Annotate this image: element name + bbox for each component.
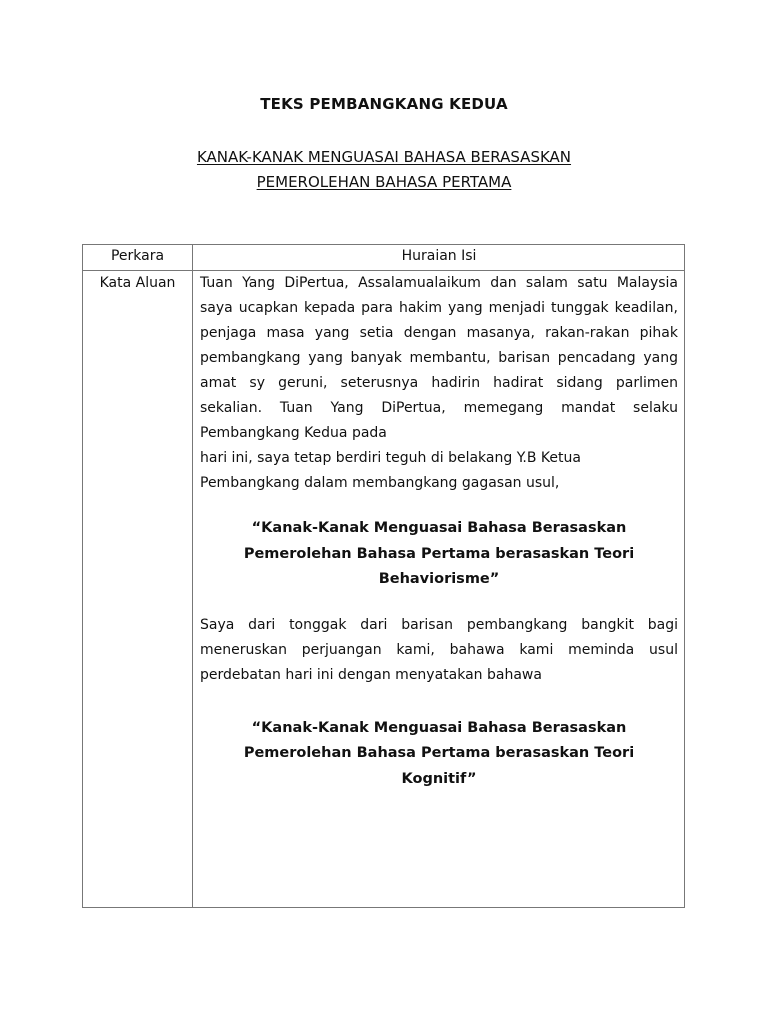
- document-subtitle-line-2: [0, 170, 768, 194]
- opening-paragraph: Tuan Yang DiPertua, Assalamualaikum dan salam satu Malaysia saya ucapkan kepada para hakim yang menjadi tunggak keadilan, penjaga masa yang setia dengan masanya, rakan-rakan pihak pembangkang yang banyak membantu, barisan pencadang yang amat sy geruni, seterusnya hadirin hadirat sidang parlimen sekalian. Tuan Yang DiPertua, memegang mandat selaku Pembangkang Kedua pada: [200, 275, 678, 441]
- header-huraian-isi: Huraian Isi: [401, 248, 477, 264]
- opening-paragraph-continuation-line-2: Pembangkang dalam membangkang gagasan usul,: [200, 475, 560, 491]
- document-title: TEKS PEMBANGKANG KEDUA: [260, 95, 508, 113]
- column-divider: [192, 245, 193, 907]
- subtitle-line-1-text: KANAK-KANAK MENGUASAI BAHASA BERASASKAN: [196, 148, 572, 166]
- opening-paragraph-continuation-line-1: hari ini, saya tetap berdiri teguh di belakang Y.B Ketua: [200, 450, 581, 466]
- cell-huraian-isi: [200, 271, 678, 792]
- subtitle-line-2-text: PEMEROLEHAN BAHASA PERTAMA: [256, 173, 512, 191]
- motion-quote-kognitif: “Kanak-Kanak Menguasai Bahasa Berasaskan Pemerolehan Bahasa Pertama berasaskan Teori Kognitif”: [243, 719, 635, 787]
- cell-perkara-kata-aluan: Kata Aluan: [99, 275, 176, 291]
- amendment-paragraph: Saya dari tonggak dari barisan pembangkang bangkit bagi meneruskan perjuangan kami, bahawa kami meminda usul perdebatan hari ini dengan menyatakan bahawa: [200, 616, 678, 683]
- document-subtitle-line-1: [0, 145, 768, 169]
- content-table: [82, 244, 685, 908]
- header-perkara: Perkara: [110, 248, 165, 264]
- motion-quote-behaviorisme: “Kanak-Kanak Menguasai Bahasa Berasaskan Pemerolehan Bahasa Pertama berasaskan Teori Behaviorisme”: [243, 520, 635, 587]
